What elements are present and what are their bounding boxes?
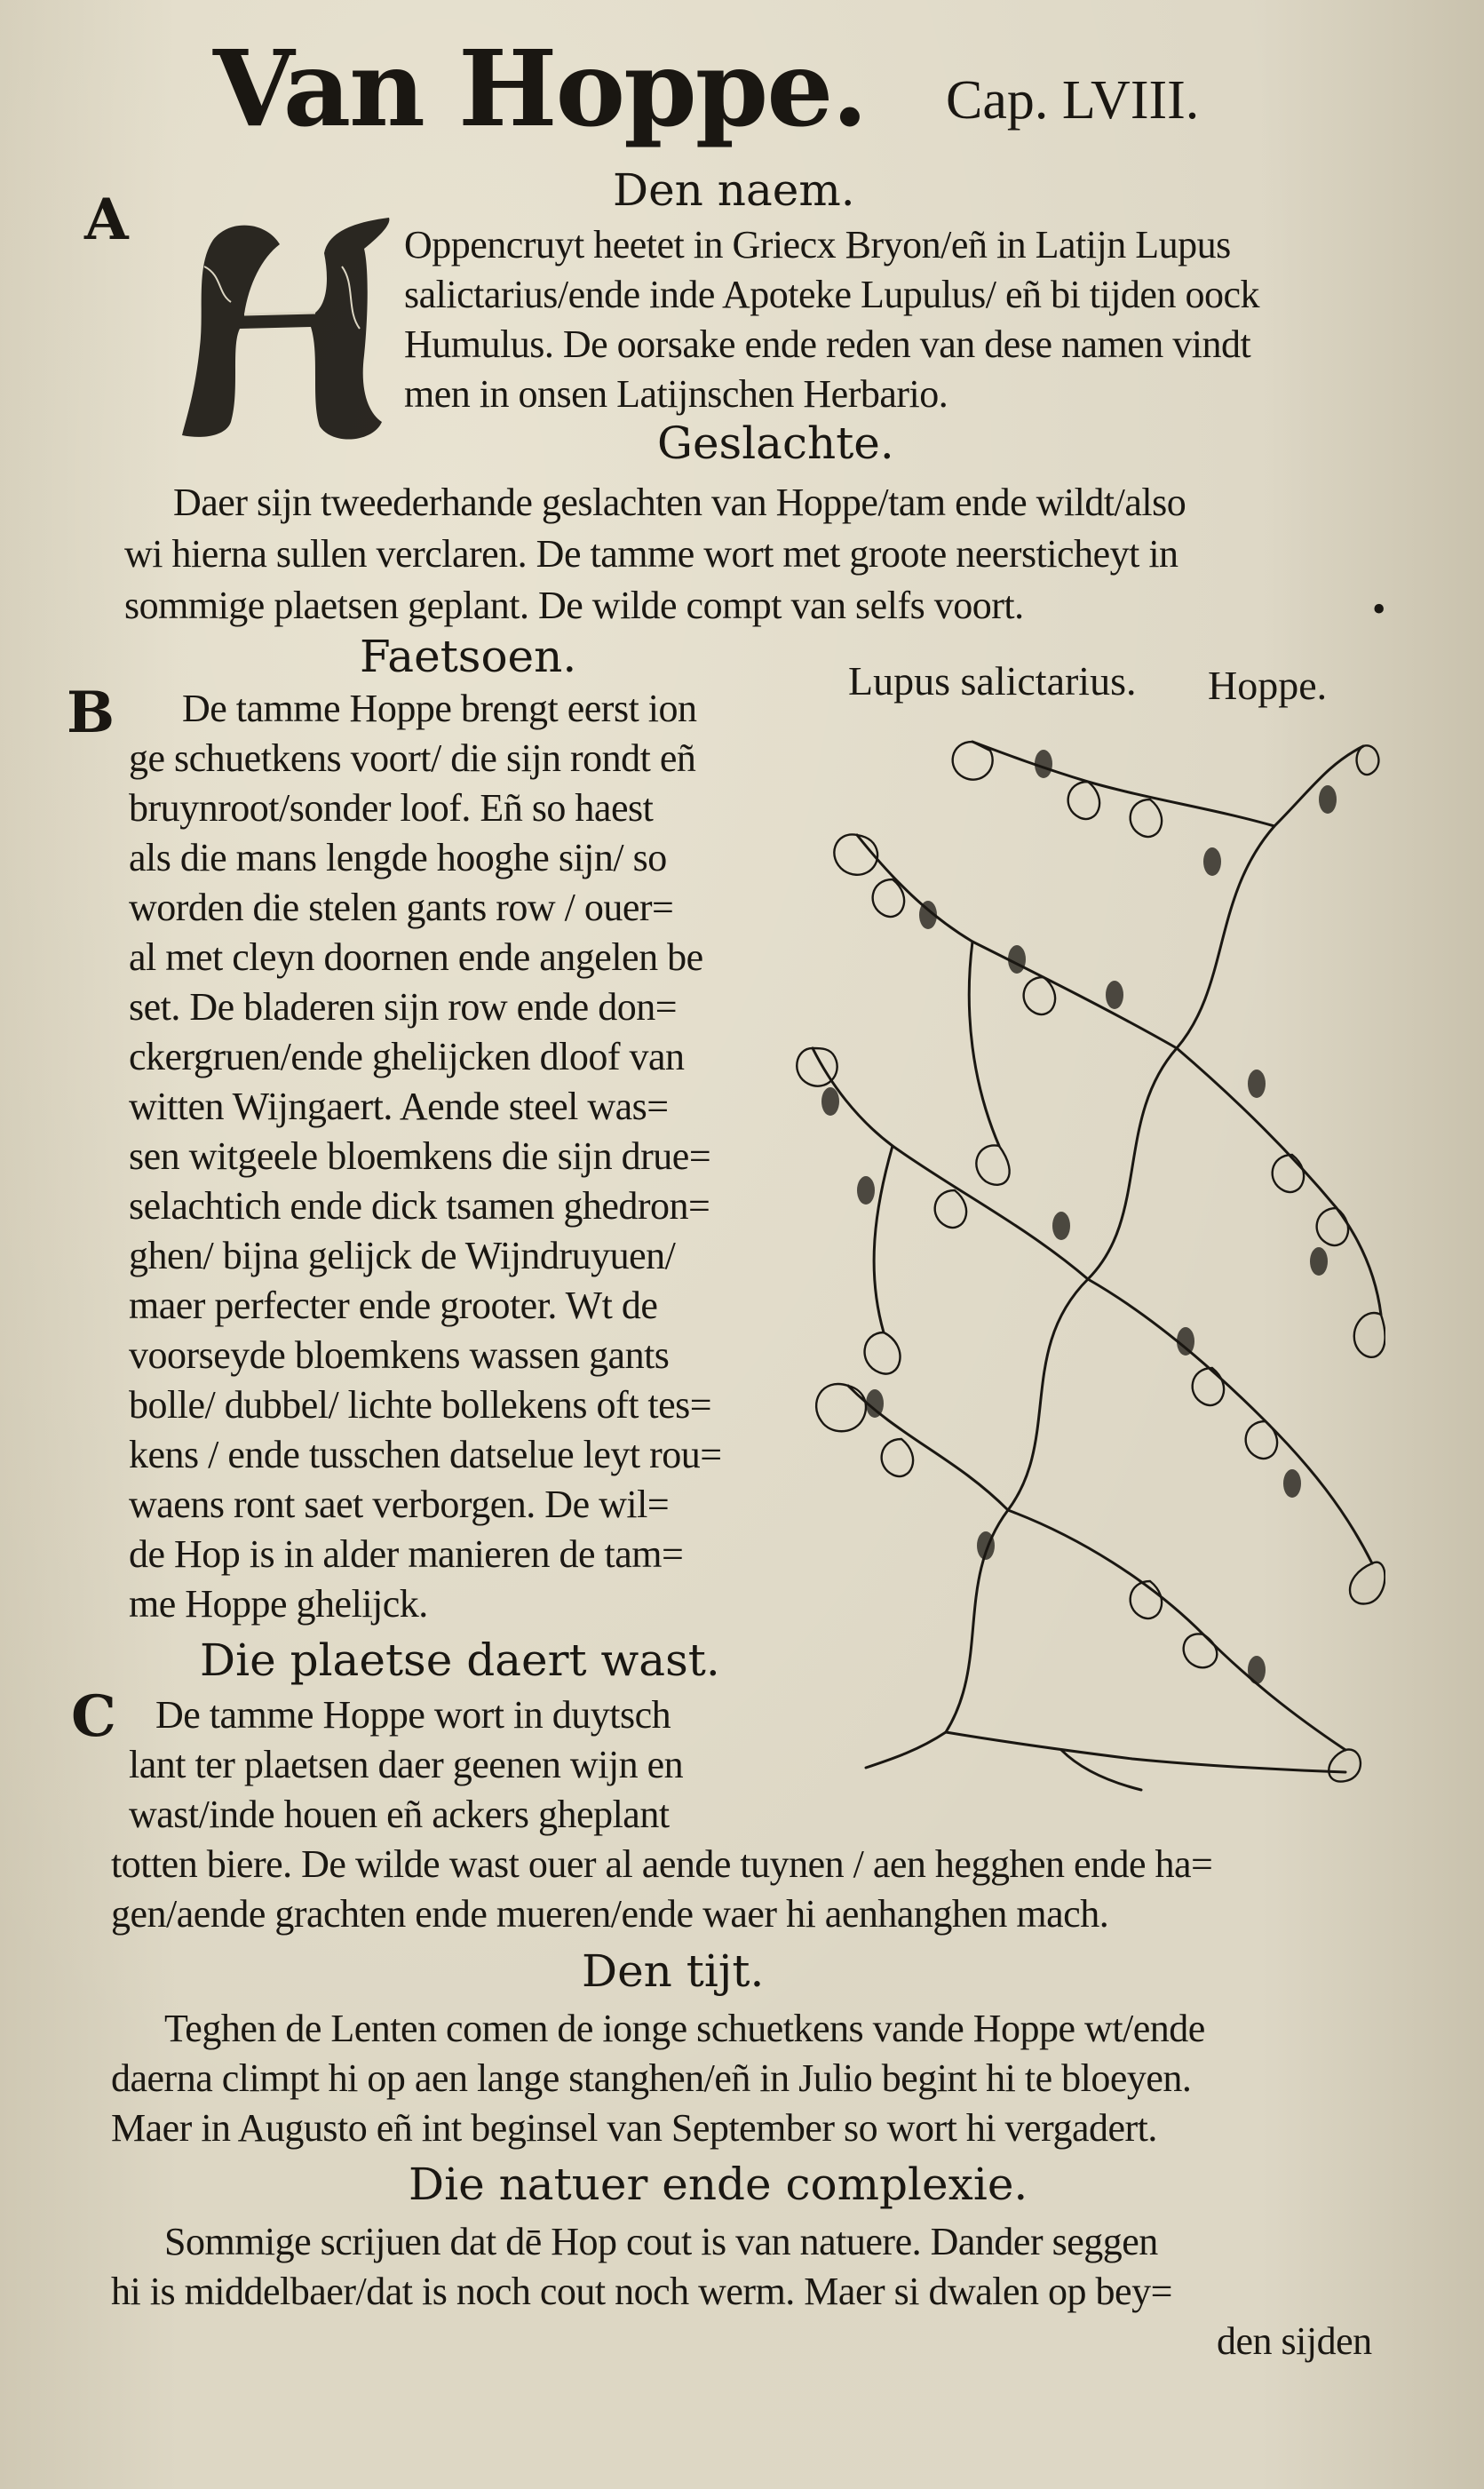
- margin-marker-a: A: [84, 187, 129, 253]
- text-line: als die mans lengde hooghe sijn/ so: [129, 836, 667, 879]
- text-line: lant ter plaetsen daer geenen wijn en: [129, 1743, 684, 1786]
- chapter-number: Cap. LVIII.: [946, 70, 1200, 131]
- page-title: Van Hoppe.: [213, 27, 867, 150]
- text-line: sommige plaetsen geplant. De wilde compt van selfs voort.: [124, 584, 1024, 627]
- text-line: ckergruen/ende ghelijcken dloof van: [129, 1035, 685, 1078]
- text-line: kens / ende tusschen datselue leyt rou=: [129, 1433, 722, 1476]
- text-line: voorseyde bloemkens wassen gants: [129, 1333, 670, 1377]
- text-line: gen/aende grachten ende mueren/ende waer hi aenhanghen mach.: [111, 1892, 1109, 1936]
- text-line: set. De bladeren sijn row ende don=: [129, 985, 678, 1029]
- text-line: De tamme Hoppe brengt eerst ion: [182, 687, 697, 730]
- catchword: den sijden: [1217, 2319, 1372, 2363]
- text-line: hi is middelbaer/dat is noch cout noch werm. Maer si dwalen op bey=: [111, 2270, 1172, 2313]
- text-line: salictarius/ende inde Apoteke Lupulus/ eñ bi tijden oock: [404, 273, 1259, 316]
- hop-plant-woodcut-icon: [795, 728, 1385, 1803]
- text-line: Maer in Augusto eñ int beginsel van September so wort hi vergadert.: [111, 2106, 1157, 2150]
- figure-caption-dutch: Hoppe.: [1208, 663, 1328, 708]
- section-heading-den-naem: Den naem.: [613, 164, 855, 216]
- text-line: totten biere. De wilde wast ouer al aende tuynen / aen hegghen ende ha=: [111, 1842, 1213, 1886]
- text-line: selachtich ende dick tsamen ghedron=: [129, 1184, 710, 1228]
- text-line: witten Wijngaert. Aende steel was=: [129, 1085, 669, 1128]
- text-line: worden die stelen gants row / ouer=: [129, 886, 674, 929]
- section-heading-faetsoen: Faetsoen.: [360, 631, 577, 682]
- text-line: sen witgeele bloemkens die sijn drue=: [129, 1134, 711, 1178]
- text-line: Oppencruyt heetet in Griecx Bryon/eñ in Latijn Lupus: [404, 223, 1231, 266]
- margin-marker-c: C: [71, 1683, 116, 1750]
- text-line: Daer sijn tweederhande geslachten van Hoppe/tam ende wildt/also: [173, 481, 1186, 524]
- text-line: me Hoppe ghelijck.: [129, 1582, 428, 1626]
- text-line: Sommige scrijuen dat dē Hop cout is van natuere. Dander seggen: [164, 2220, 1158, 2263]
- section-heading-geslachte: Geslachte.: [657, 417, 894, 469]
- text-line: de Hop is in alder manieren de tam=: [129, 1532, 684, 1576]
- ornament-dot: •: [1372, 587, 1385, 631]
- section-heading-natuer: Die natuer ende complexie.: [409, 2159, 1028, 2210]
- text-line: bolle/ dubbel/ lichte bollekens oft tes=: [129, 1383, 712, 1427]
- text-line: bruynroot/sonder loof. Eñ so haest: [129, 786, 654, 830]
- text-line: wast/inde houen eñ ackers gheplant: [129, 1793, 670, 1836]
- text-line: wi hierna sullen verclaren. De tamme wort met groote neersticheyt in: [124, 532, 1178, 576]
- section-heading-plaetse: Die plaetse daert wast.: [200, 1634, 720, 1686]
- text-line: waens ront saet verborgen. De wil=: [129, 1483, 670, 1526]
- margin-marker-b: B: [67, 680, 115, 746]
- text-line: daerna climpt hi op aen lange stanghen/eñ in Julio begint hi te bloeyen.: [111, 2056, 1192, 2100]
- text-line: Humulus. De oorsake ende reden van dese namen vindt: [404, 322, 1251, 366]
- section-heading-tijt: Den tijt.: [582, 1945, 765, 1997]
- text-line: Teghen de Lenten comen de ionge schuetkens vande Hoppe wt/ende: [164, 2007, 1205, 2050]
- text-line: ge schuetkens voort/ die sijn rondt eñ: [129, 736, 696, 780]
- decorated-initial-h: [178, 213, 395, 449]
- text-line: men in onsen Latijnschen Herbario.: [404, 372, 948, 416]
- text-line: al met cleyn doornen ende angelen be: [129, 935, 703, 979]
- text-line: maer perfecter ende grooter. Wt de: [129, 1284, 658, 1327]
- text-line: ghen/ bijna gelijck de Wijndruyuen/: [129, 1234, 676, 1277]
- figure-caption-latin: Lupus salictarius.: [848, 658, 1137, 704]
- text-line: De tamme Hoppe wort in duytsch: [155, 1693, 671, 1737]
